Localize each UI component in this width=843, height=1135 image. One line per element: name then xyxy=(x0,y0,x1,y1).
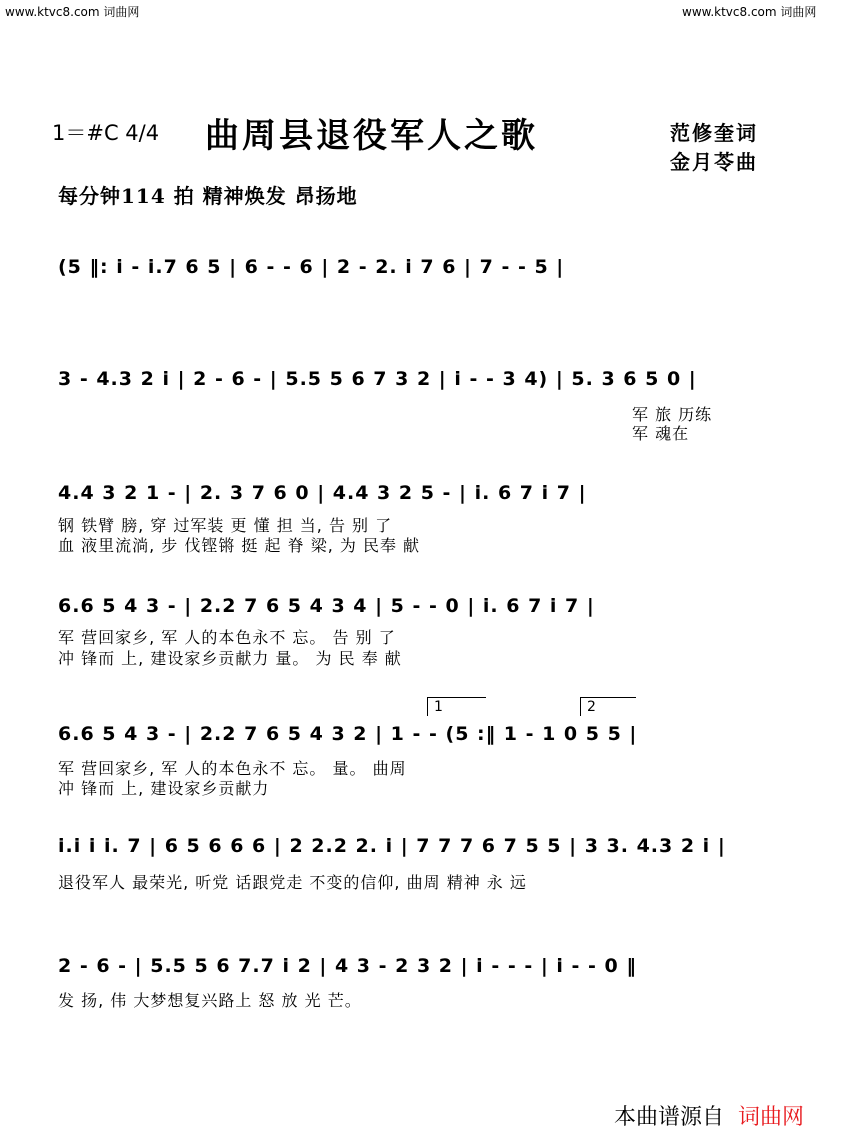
lyric-line-4b: 冲 锋而 上, 建设家乡贡献力 量。 为 民 奉 献 xyxy=(58,649,402,668)
lyric-line-3b: 血 液里流淌, 步 伐铿锵 挺 起 脊 梁, 为 民奉 献 xyxy=(58,536,421,555)
lyricist: 范修奎词 xyxy=(670,121,758,145)
song-title: 曲周县退役军人之歌 xyxy=(205,116,538,156)
notation-line-4: 6.6 5 4 3 - | 2.2 7 6 5 4 3 4 | 5 - - 0 | i. 6 7 i 7 | xyxy=(58,595,595,617)
volta-bracket-1 xyxy=(427,697,486,716)
lyric-line-6: 退役军人 最荣光, 听党 话跟党走 不变的信仰, 曲周 精神 永 远 xyxy=(58,873,527,892)
lyric-line-3a: 钢 铁臂 膀, 穿 过军装 更 懂 担 当, 告 别 了 xyxy=(58,516,393,535)
composer: 金月苓曲 xyxy=(670,150,758,174)
notation-line-6: i.i i i. 7 | 6 5 6 6 6 | 2 2.2 2. i | 7 7 7 6 7 5 5 | 3 3. 4.3 2 i | xyxy=(58,835,726,857)
volta-label-1: 1 xyxy=(434,699,443,715)
footer-site-logo[interactable]: 词曲网 xyxy=(738,1105,805,1130)
lyric-line-7: 发 扬, 伟 大梦想复兴路上 怒 放 光 芒。 xyxy=(58,991,362,1010)
lyric-line-2a: 军 旅 历练 xyxy=(632,405,713,424)
notation-line-7: 2 - 6 - | 5.5 5 6 7.7 i 2 | 4 3 - 2 3 2 | i - - - | i - - 0 ‖ xyxy=(58,955,637,977)
tempo-marking: 每分钟114 拍 精神焕发 昂扬地 xyxy=(58,184,358,208)
notation-line-1: (5 ‖: i - i.7 6 5 | 6 - - 6 | 2 - 2. i 7 6 | 7 - - 5 | xyxy=(58,256,565,278)
key-signature: 1＝#C 4/4 xyxy=(52,121,160,145)
notation-line-3: 4.4 3 2 1 - | 2. 3 7 6 0 | 4.4 3 2 5 - | i. 6 7 i 7 | xyxy=(58,482,587,504)
notation-line-5: 6.6 5 4 3 - | 2.2 7 6 5 4 3 2 | 1 - - (5 :‖ 1 - 1 0 5 5 | xyxy=(58,723,638,745)
watermark-right: www.ktvc8.com 词曲网 xyxy=(682,5,817,19)
lyric-line-5a: 军 营回家乡, 军 人的本色永不 忘。 量。 曲周 xyxy=(58,759,407,778)
notation-line-2: 3 - 4.3 2 i | 2 - 6 - | 5.5 5 6 7 3 2 | i - - 3 4) | 5. 3 6 5 0 | xyxy=(58,368,697,390)
volta-bracket-2 xyxy=(580,697,636,716)
lyric-line-5b: 冲 锋而 上, 建设家乡贡献力 xyxy=(58,779,270,798)
watermark-left: www.ktvc8.com 词曲网 xyxy=(5,5,140,19)
volta-label-2: 2 xyxy=(587,699,596,715)
lyric-line-4a: 军 营回家乡, 军 人的本色永不 忘。 告 别 了 xyxy=(58,628,396,647)
footer-source: 本曲谱源自 xyxy=(614,1105,725,1130)
lyric-line-2b: 军 魂在 xyxy=(632,424,690,443)
